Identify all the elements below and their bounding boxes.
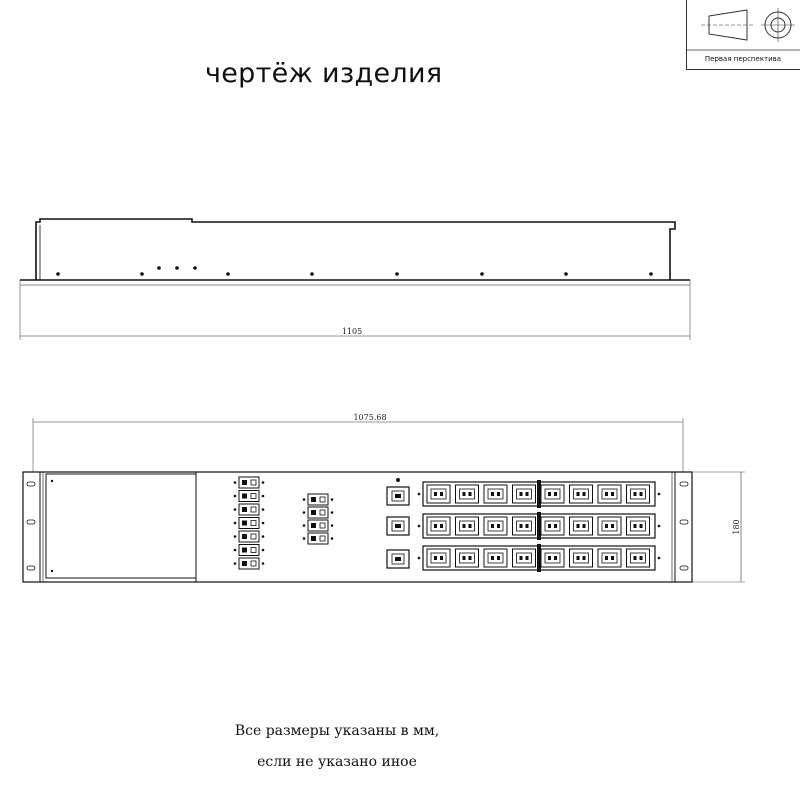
blank-panel xyxy=(46,474,196,578)
front-height-dimension-group xyxy=(692,472,745,582)
outlet xyxy=(456,485,479,503)
outlet xyxy=(456,549,479,567)
outlet xyxy=(598,517,621,535)
outlet xyxy=(484,517,507,535)
outlet xyxy=(484,549,507,567)
top-width-dimension: 1105 xyxy=(341,327,363,336)
projection-label: Первая перспектива xyxy=(704,55,782,63)
outlet xyxy=(570,549,593,567)
front-width-dimension-group xyxy=(33,413,683,472)
front-width-dimension: 1075.68 xyxy=(353,413,387,422)
outlet xyxy=(570,485,593,503)
outlet xyxy=(427,549,450,567)
outlet xyxy=(598,549,621,567)
outlet xyxy=(484,485,507,503)
note-line-1: Все размеры указаны в мм, xyxy=(234,723,440,739)
screw-hole xyxy=(480,272,484,276)
outlet-rows xyxy=(418,480,661,572)
top-view xyxy=(20,219,690,340)
outlet xyxy=(541,549,564,567)
outlet xyxy=(513,517,536,535)
screw-hole xyxy=(395,272,399,276)
outlet xyxy=(541,485,564,503)
screw-hole xyxy=(56,272,60,276)
outlet xyxy=(598,485,621,503)
outlet xyxy=(456,517,479,535)
circuit-breaker-column-middle xyxy=(303,494,334,544)
outlet xyxy=(513,485,536,503)
input-sockets xyxy=(387,478,409,568)
front-height-dimension: 180 xyxy=(732,519,741,535)
outlet xyxy=(627,485,650,503)
outlet xyxy=(627,517,650,535)
screw-hole xyxy=(649,272,653,276)
screw-hole xyxy=(564,272,568,276)
screw-hole xyxy=(310,272,314,276)
screw-hole xyxy=(157,266,161,270)
circuit-breaker-column-left xyxy=(234,477,265,569)
screw-hole xyxy=(193,266,197,270)
outlet xyxy=(513,549,536,567)
screw-hole xyxy=(175,266,179,270)
screw-hole xyxy=(226,272,230,276)
note-line-2: если не указано иное xyxy=(257,754,417,770)
outlet xyxy=(627,549,650,567)
page-title: чертёж изделия xyxy=(205,58,443,89)
outlet xyxy=(541,517,564,535)
outlet xyxy=(427,485,450,503)
screw-hole xyxy=(140,272,144,276)
front-view xyxy=(23,472,692,582)
outlet xyxy=(427,517,450,535)
top-view-screw-holes xyxy=(56,266,653,276)
outlet xyxy=(570,517,593,535)
